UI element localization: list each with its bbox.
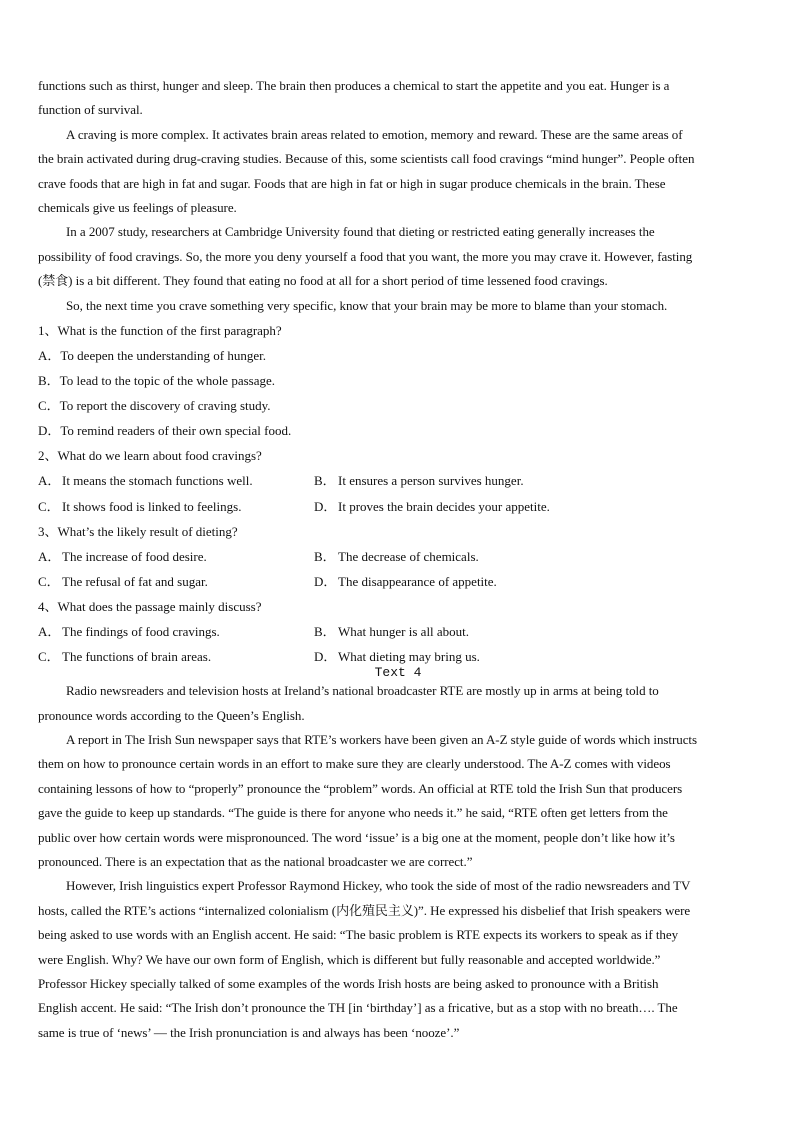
option-text: The increase of food desire. <box>62 548 207 564</box>
text-line: function of survival. <box>38 102 143 118</box>
text-line: were English. Why? We have our own form of English, which is different but fully reasonable and accepted worldwide.” <box>38 951 661 967</box>
text-line: A report in The Irish Sun newspaper says that RTE’s workers have been given an A-Z style guide of words which instructs <box>66 732 697 747</box>
option-d[interactable] <box>38 418 758 443</box>
option-c[interactable] <box>38 393 758 418</box>
text-line: crave foods that are high in fat and sugar. Foods that are high in fat or high in sugar produce chemicals in the brain. These <box>38 175 666 191</box>
option-label: A． <box>38 548 61 564</box>
option-b[interactable] <box>314 619 590 644</box>
paragraph <box>38 874 758 1045</box>
option-row <box>38 544 758 569</box>
question-text: What is the function of the first paragraph? <box>57 322 282 338</box>
option-text: The decrease of chemicals. <box>338 548 479 564</box>
text-line: the brain activated during drug-craving studies. Because of this, some scientists call food cravings “mind hunger”. People often <box>38 151 695 167</box>
option-label: C． <box>38 649 60 665</box>
option-label: D． <box>38 423 61 439</box>
option-text: The findings of food cravings. <box>62 624 220 640</box>
text-line: same is true of ‘news’ — the Irish pronunciation is and always has been ‘nooze’.” <box>38 1024 460 1040</box>
option-label: D． <box>314 498 337 514</box>
passage-3 <box>38 74 758 318</box>
question-2 <box>38 443 758 518</box>
option-label: A． <box>38 624 61 640</box>
option-a[interactable] <box>38 468 314 493</box>
text-line: pronounced. There is an expectation that as the national broadcaster we are correct.” <box>38 853 473 869</box>
text-line: However, Irish linguistics expert Professor Raymond Hickey, who took the side of most of the radio newsreaders and TV <box>66 878 691 894</box>
paragraph <box>38 294 758 318</box>
option-c[interactable] <box>38 569 314 594</box>
text-line: containing lessons of how to “properly” pronounce the “problem” words. An official at RTE told the Irish Sun that producers <box>38 780 683 796</box>
option-c[interactable] <box>38 494 314 519</box>
text-line: So, the next time you crave something very specific, know that your brain may be more to blame than your stomach. <box>66 297 668 313</box>
paragraph <box>38 123 758 221</box>
question-3 <box>38 519 758 594</box>
option-text: What hunger is all about. <box>338 624 470 640</box>
option-label: A． <box>38 348 61 363</box>
text-line: possibility of food cravings. So, the more you deny yourself a food that you want, the more you may crave it. However, fasting <box>38 248 693 264</box>
option-text: It ensures a person survives hunger. <box>338 473 524 489</box>
option-text: The functions of brain areas. <box>62 649 212 665</box>
option-label: C． <box>38 398 60 414</box>
question-4 <box>38 594 758 669</box>
text-line: public over how certain words were mispronounced. The word ‘issue’ is a big one at the moment, people don’t like how it’s <box>38 829 675 845</box>
text-line: them on how to pronounce certain words in an effort to make sure they are clearly understood. The A-Z comes with videos <box>38 756 671 772</box>
text-line: (禁食) is a bit different. They found that eating no food at all for a short period of time lessened food cravings. <box>38 273 608 289</box>
option-row <box>38 494 758 519</box>
document-page <box>38 74 758 1045</box>
option-d[interactable] <box>314 494 590 519</box>
question-text: What does the passage mainly discuss? <box>57 598 262 614</box>
option-label: B． <box>314 624 336 640</box>
text-line: hosts, called the RTE’s actions “internalized colonialism (内化殖民主义)”. He expressed his disbelief that Irish speakers were <box>38 902 691 918</box>
option-text: The disappearance of appetite. <box>338 573 497 589</box>
section-heading: Text 4 <box>374 665 422 681</box>
option-label: C． <box>38 573 60 589</box>
option-text: It shows food is linked to feelings. <box>62 498 242 514</box>
text-line: English accent. He said: “The Irish don’t pronounce the TH [in ‘birthday’] as a fricative, but as a stop with no breath…. The <box>38 1000 678 1016</box>
option-text: To report the discovery of craving study. <box>59 398 271 414</box>
question-stem <box>38 443 758 468</box>
question-list <box>38 318 758 669</box>
question-stem <box>38 519 758 544</box>
question-number: 1、 <box>38 322 58 338</box>
text-line: Professor Hickey specially talked of some examples of the words Irish hosts are being asked to pronounce with a British <box>38 975 659 991</box>
text-line: gave the guide to keep up standards. “The guide is there for anyone who needs it.” he said, “RTE often get letters from the <box>38 805 668 821</box>
option-label: B． <box>314 473 336 489</box>
question-stem <box>38 318 758 343</box>
option-d[interactable] <box>314 644 590 669</box>
option-a[interactable] <box>38 619 314 644</box>
option-c[interactable] <box>38 644 314 669</box>
question-text: What do we learn about food cravings? <box>57 448 262 464</box>
option-text: It means the stomach functions well. <box>62 473 253 489</box>
option-row <box>38 619 758 644</box>
option-b[interactable] <box>38 368 758 393</box>
question-number: 3、 <box>38 523 58 539</box>
option-text: To deepen the understanding of hunger. <box>60 348 266 363</box>
option-text: To lead to the topic of the whole passage. <box>59 373 276 389</box>
question-1 <box>38 318 758 443</box>
text-line: being asked to use words with an English accent. He said: “The basic problem is RTE expects its workers to speak as if they <box>38 927 679 943</box>
question-stem <box>38 594 758 619</box>
text-4-section <box>38 665 758 1045</box>
option-a[interactable] <box>38 544 314 569</box>
text-line: functions such as thirst, hunger and sleep. The brain then produces a chemical to start the appetite and you eat. Hunger is a <box>38 78 670 93</box>
option-label: C． <box>38 498 60 514</box>
question-number: 4、 <box>38 598 58 614</box>
question-number: 2、 <box>38 448 58 464</box>
paragraph <box>38 728 758 874</box>
text-line: In a 2007 study, researchers at Cambridge University found that dieting or restricted eating generally increases the <box>66 224 655 240</box>
option-text: The refusal of fat and sugar. <box>62 573 208 589</box>
text-line: Radio newsreaders and television hosts at Ireland’s national broadcaster RTE are mostly up in arms at being told to <box>66 683 659 699</box>
option-label: D． <box>314 649 337 665</box>
option-a[interactable] <box>38 343 758 368</box>
text-line: pronounce words according to the Queen’s English. <box>38 707 305 723</box>
question-text: What’s the likely result of dieting? <box>57 523 238 539</box>
option-text: To remind readers of their own special food. <box>60 423 292 439</box>
paragraph <box>38 679 758 728</box>
option-label: D． <box>314 573 337 589</box>
option-label: A． <box>38 473 61 489</box>
option-d[interactable] <box>314 569 590 594</box>
text-line: A craving is more complex. It activates brain areas related to emotion, memory and reward. These are the same areas of <box>66 126 683 142</box>
option-text: It proves the brain decides your appetite. <box>338 498 550 514</box>
option-label: B． <box>314 548 336 564</box>
option-row <box>38 468 758 493</box>
option-row <box>38 569 758 594</box>
option-label: B． <box>38 373 60 389</box>
paragraph <box>38 74 758 123</box>
option-text: What dieting may bring us. <box>338 649 480 665</box>
paragraph <box>38 220 758 293</box>
option-b[interactable] <box>314 544 590 569</box>
text-line: chemicals give us feelings of pleasure. <box>38 199 237 215</box>
option-b[interactable] <box>314 468 590 493</box>
